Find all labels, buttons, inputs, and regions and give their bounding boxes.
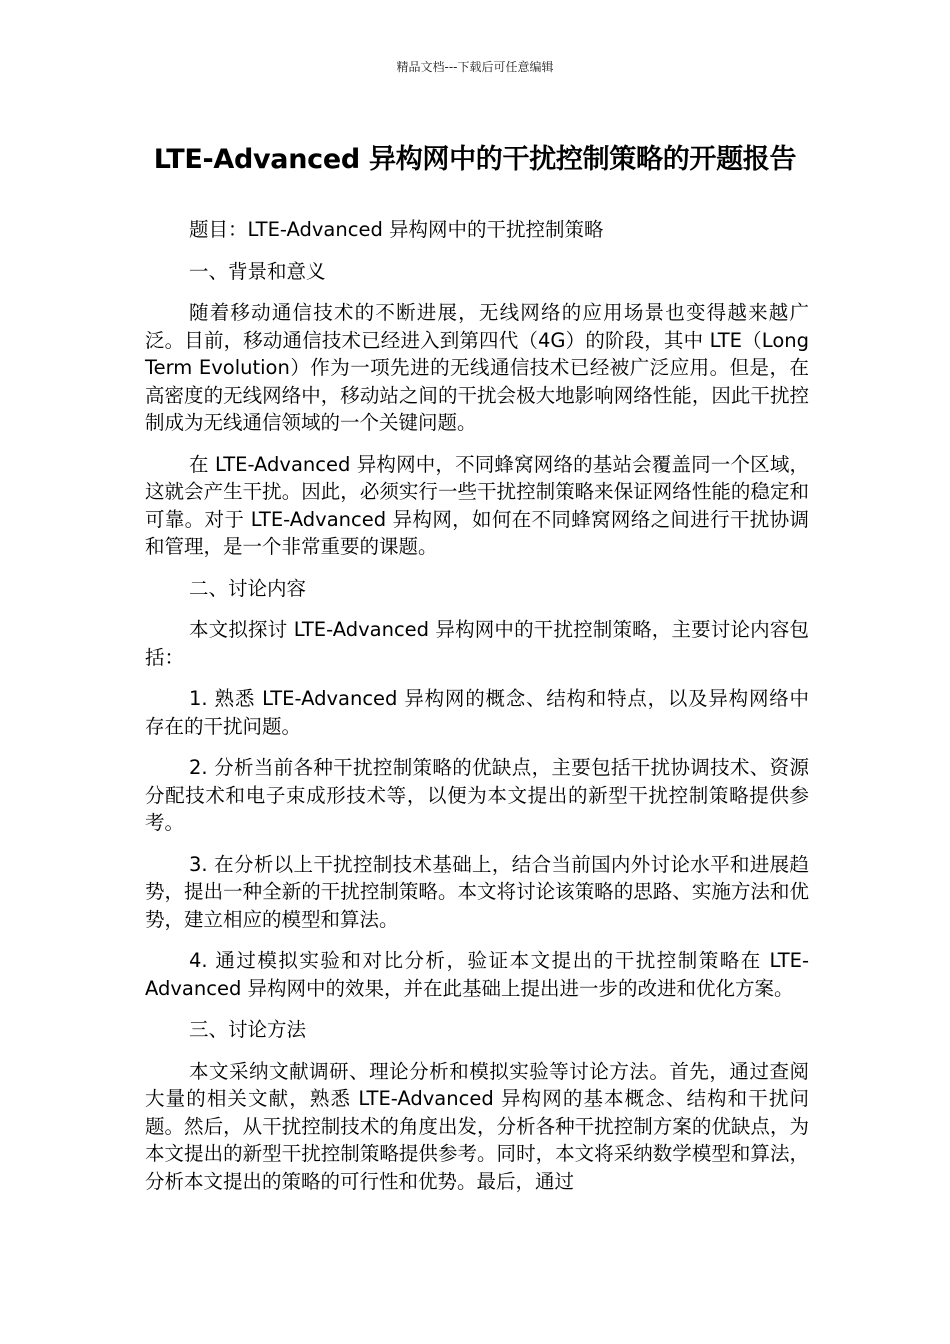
document-body (145, 216, 809, 1209)
subject-line: 题目：LTE-Advanced 异构网中的干扰控制策略 (189, 218, 604, 241)
document-title: LTE-Advanced 异构网中的干扰控制策略的开题报告 (153, 144, 797, 175)
list-item: 1. 熟悉 LTE-Advanced 异构网的概念、结构和特点，以及异构网络中存在的干扰问题。 (145, 687, 809, 738)
section-heading-background: 一、背景和意义 (189, 259, 326, 283)
paragraph: 本文拟探讨 LTE-Advanced 异构网中的干扰控制策略，主要讨论内容包括： (145, 618, 809, 669)
section-heading-method: 三、讨论方法 (189, 1018, 307, 1041)
list-item: 3. 在分析以上干扰控制技术基础上，结合当前国内外讨论水平和进展趋势，提出一种全新的干扰控制策略。本文将讨论该策略的思路、实施方法和优势，建立相应的模型和算法。 (145, 852, 809, 931)
paragraph: 本文采纳文献调研、理论分析和模拟实验等讨论方法。首先，通过查阅大量的相关文献，熟悉 LTE-Advanced 异构网的基本概念、结构和干扰问题。然后，从干扰控制技术的角度出发，分析各种干扰控制方案的优缺点，为本文提出的新型干扰控制策略提供参考。同时，本文将采纳数学模型和算法，分析本文提出的策略的可行性和优势。最后，通过 (145, 1059, 809, 1193)
page-header: 精品文档---下载后可任意编辑 (396, 60, 554, 74)
section-heading-content: 二、讨论内容 (189, 576, 307, 600)
paragraph: 随着移动通信技术的不断进展，无线网络的应用场景也变得越来越广泛。目前，移动通信技术已经进入到第四代（4G）的阶段，其中 LTE（Long Term Evolution）作为一项先进的无线通信技术已经被广泛应用。但是，在高密度的无线网络中，移动站之间的干扰会极大地影响网络性能，因此干扰控制成为无线通信领域的一个关键问题。 (145, 301, 809, 434)
list-item: 4. 通过模拟实验和对比分析，验证本文提出的干扰控制策略在 LTE-Advanced 异构网中的效果，并在此基础上提出进一步的改进和优化方案。 (145, 949, 809, 1000)
paragraph: 在 LTE-Advanced 异构网中，不同蜂窝网络的基站会覆盖同一个区域，这就会产生干扰。因此，必须实行一些干扰控制策略来保证网络性能的稳定和可靠。对于 LTE-Advanced 异构网，如何在不同蜂窝网络之间进行干扰协调和管理，是一个非常重要的课题。 (145, 452, 809, 558)
list-item: 2. 分析当前各种干扰控制策略的优缺点，主要包括干扰协调技术、资源分配技术和电子束成形技术等，以便为本文提出的新型干扰控制策略提供参考。 (145, 756, 809, 834)
